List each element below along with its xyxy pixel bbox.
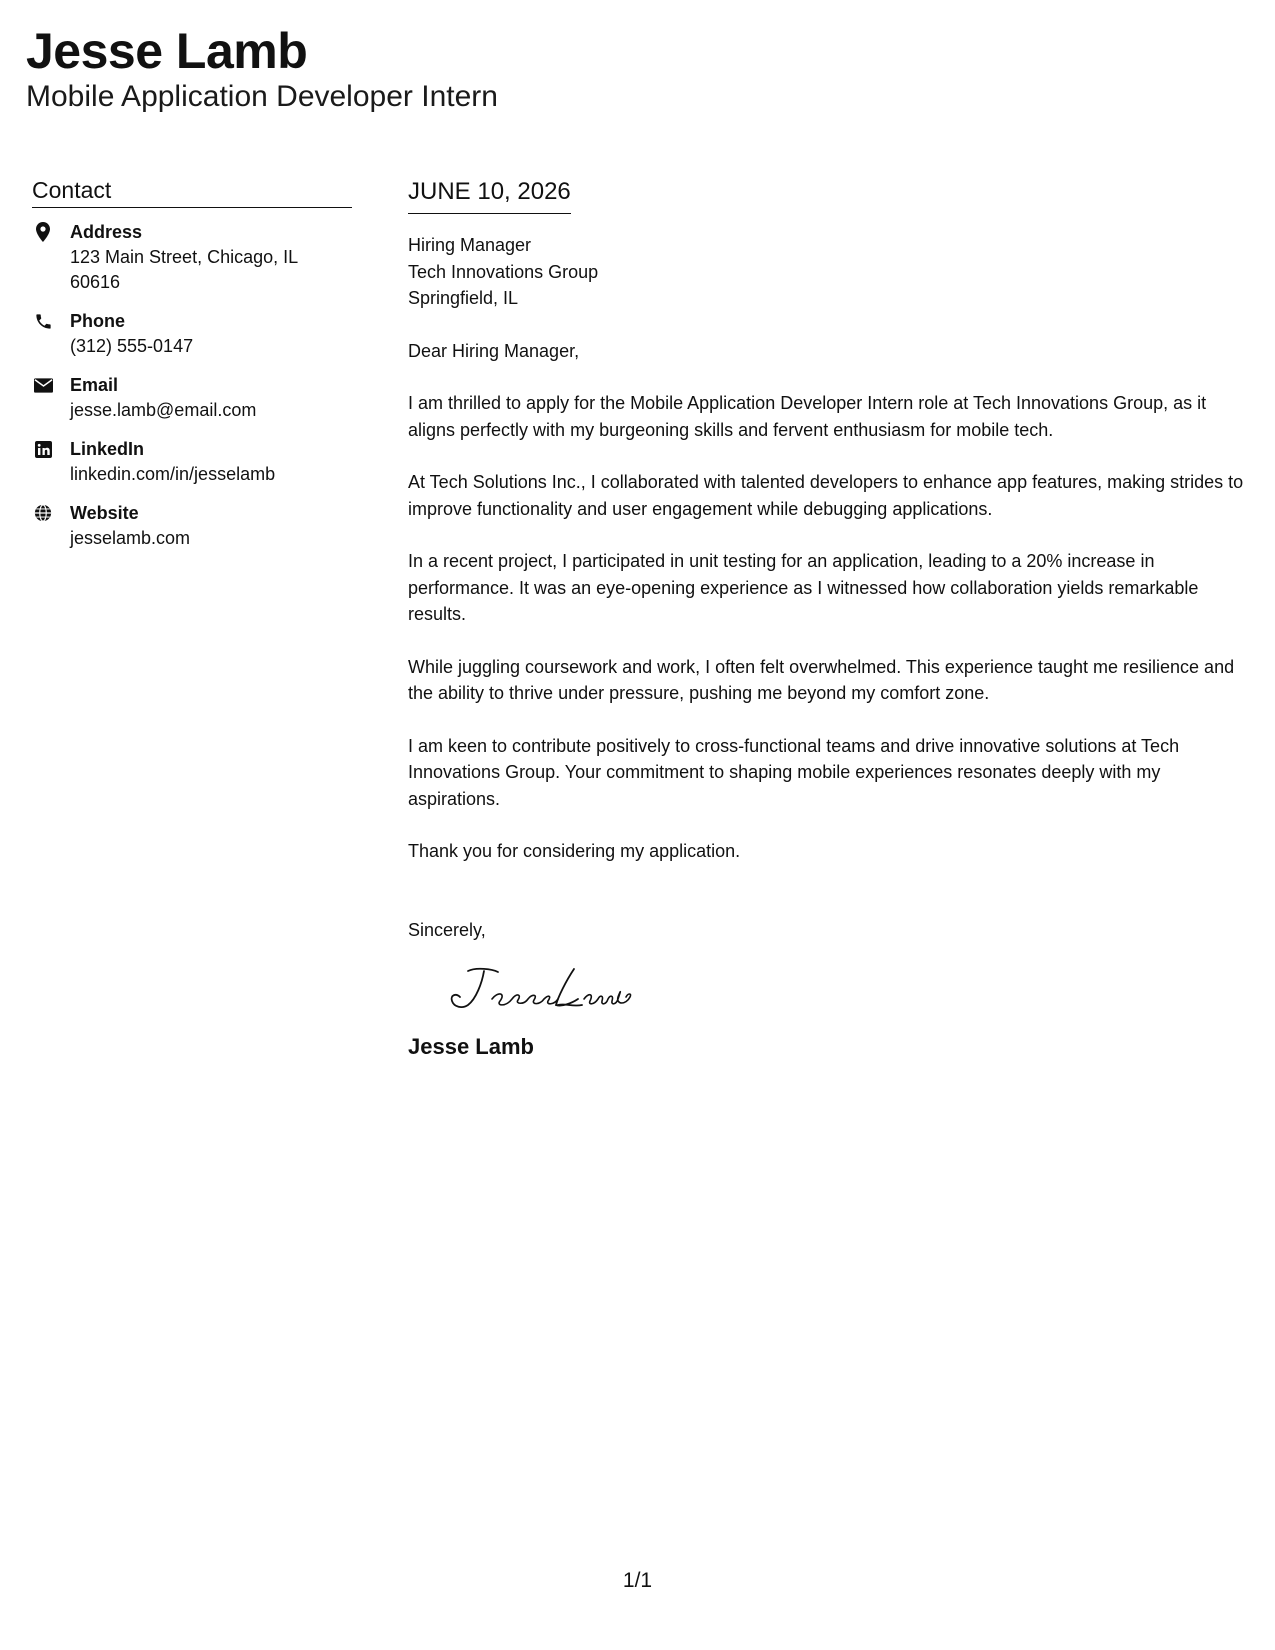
letter-body [408,176,1248,1061]
phone-icon [32,310,54,332]
linkedin-value: linkedin.com/in/jesselamb [70,464,276,484]
address-label: Address [70,222,143,242]
recipient-location: Springfield, IL [408,288,519,308]
contact-item-address [32,220,352,295]
contact-sidebar [32,176,352,565]
linkedin-icon [32,438,54,460]
greeting: Dear Hiring Manager, [408,340,580,361]
paragraph-3: In a recent project, I participated in unit testing for an application, leading to a 20% increase in performance. It was an eye-opening experience as I witnessed how collaboration yields remarkable results. [408,551,1199,624]
closing: Sincerely, [408,919,486,940]
phone-value: (312) 555-0147 [70,336,194,356]
phone-label: Phone [70,311,126,331]
contact-item-linkedin [32,437,352,487]
contact-heading: Contact [32,176,352,208]
envelope-icon [32,374,54,396]
letter-date: JUNE 10, 2026 [408,176,571,214]
paragraph-4: While juggling coursework and work, I often felt overwhelmed. This experience taught me resilience and the ability to thrive under pressure, pushing me beyond my comfort zone. [408,656,1235,703]
contact-item-phone [32,309,352,359]
globe-icon [32,502,54,524]
signer-name: Jesse Lamb [408,1033,534,1059]
handwritten-signature [446,963,1248,1019]
paragraph-1: I am thrilled to apply for the Mobile Application Developer Intern role at Tech Innovations Group, as it aligns perfectly with my burgeoning skills and fervent enthusiasm for mobile tech. [408,393,1207,440]
contact-item-email [32,373,352,423]
website-value: jesselamb.com [70,528,191,548]
page-header [26,22,498,114]
linkedin-label: LinkedIn [70,439,145,459]
email-value: jesse.lamb@email.com [70,400,257,420]
applicant-name: Jesse Lamb [26,23,308,79]
map-pin-icon [32,221,54,243]
email-label: Email [70,375,119,395]
applicant-role: Mobile Application Developer Intern [26,80,498,113]
contact-item-website [32,501,352,551]
recipient-title: Hiring Manager [408,235,532,255]
paragraph-2: At Tech Solutions Inc., I collaborated with talented developers to enhance app features, making strides to improve functionality and user engagement while debugging applications. [408,472,1244,519]
address-value: 123 Main Street, Chicago, IL 60616 [70,247,298,292]
page-number: 1/1 [622,1569,653,1592]
recipient-company: Tech Innovations Group [408,261,599,282]
paragraph-5: I am keen to contribute positively to cross-functional teams and drive innovative solutions at Tech Innovations Group. Your commitment to shaping mobile experiences resonates deeply with my aspirations. [408,735,1180,809]
recipient-block [408,232,1248,312]
website-label: Website [70,503,139,523]
paragraph-6: Thank you for considering my application. [408,841,741,861]
